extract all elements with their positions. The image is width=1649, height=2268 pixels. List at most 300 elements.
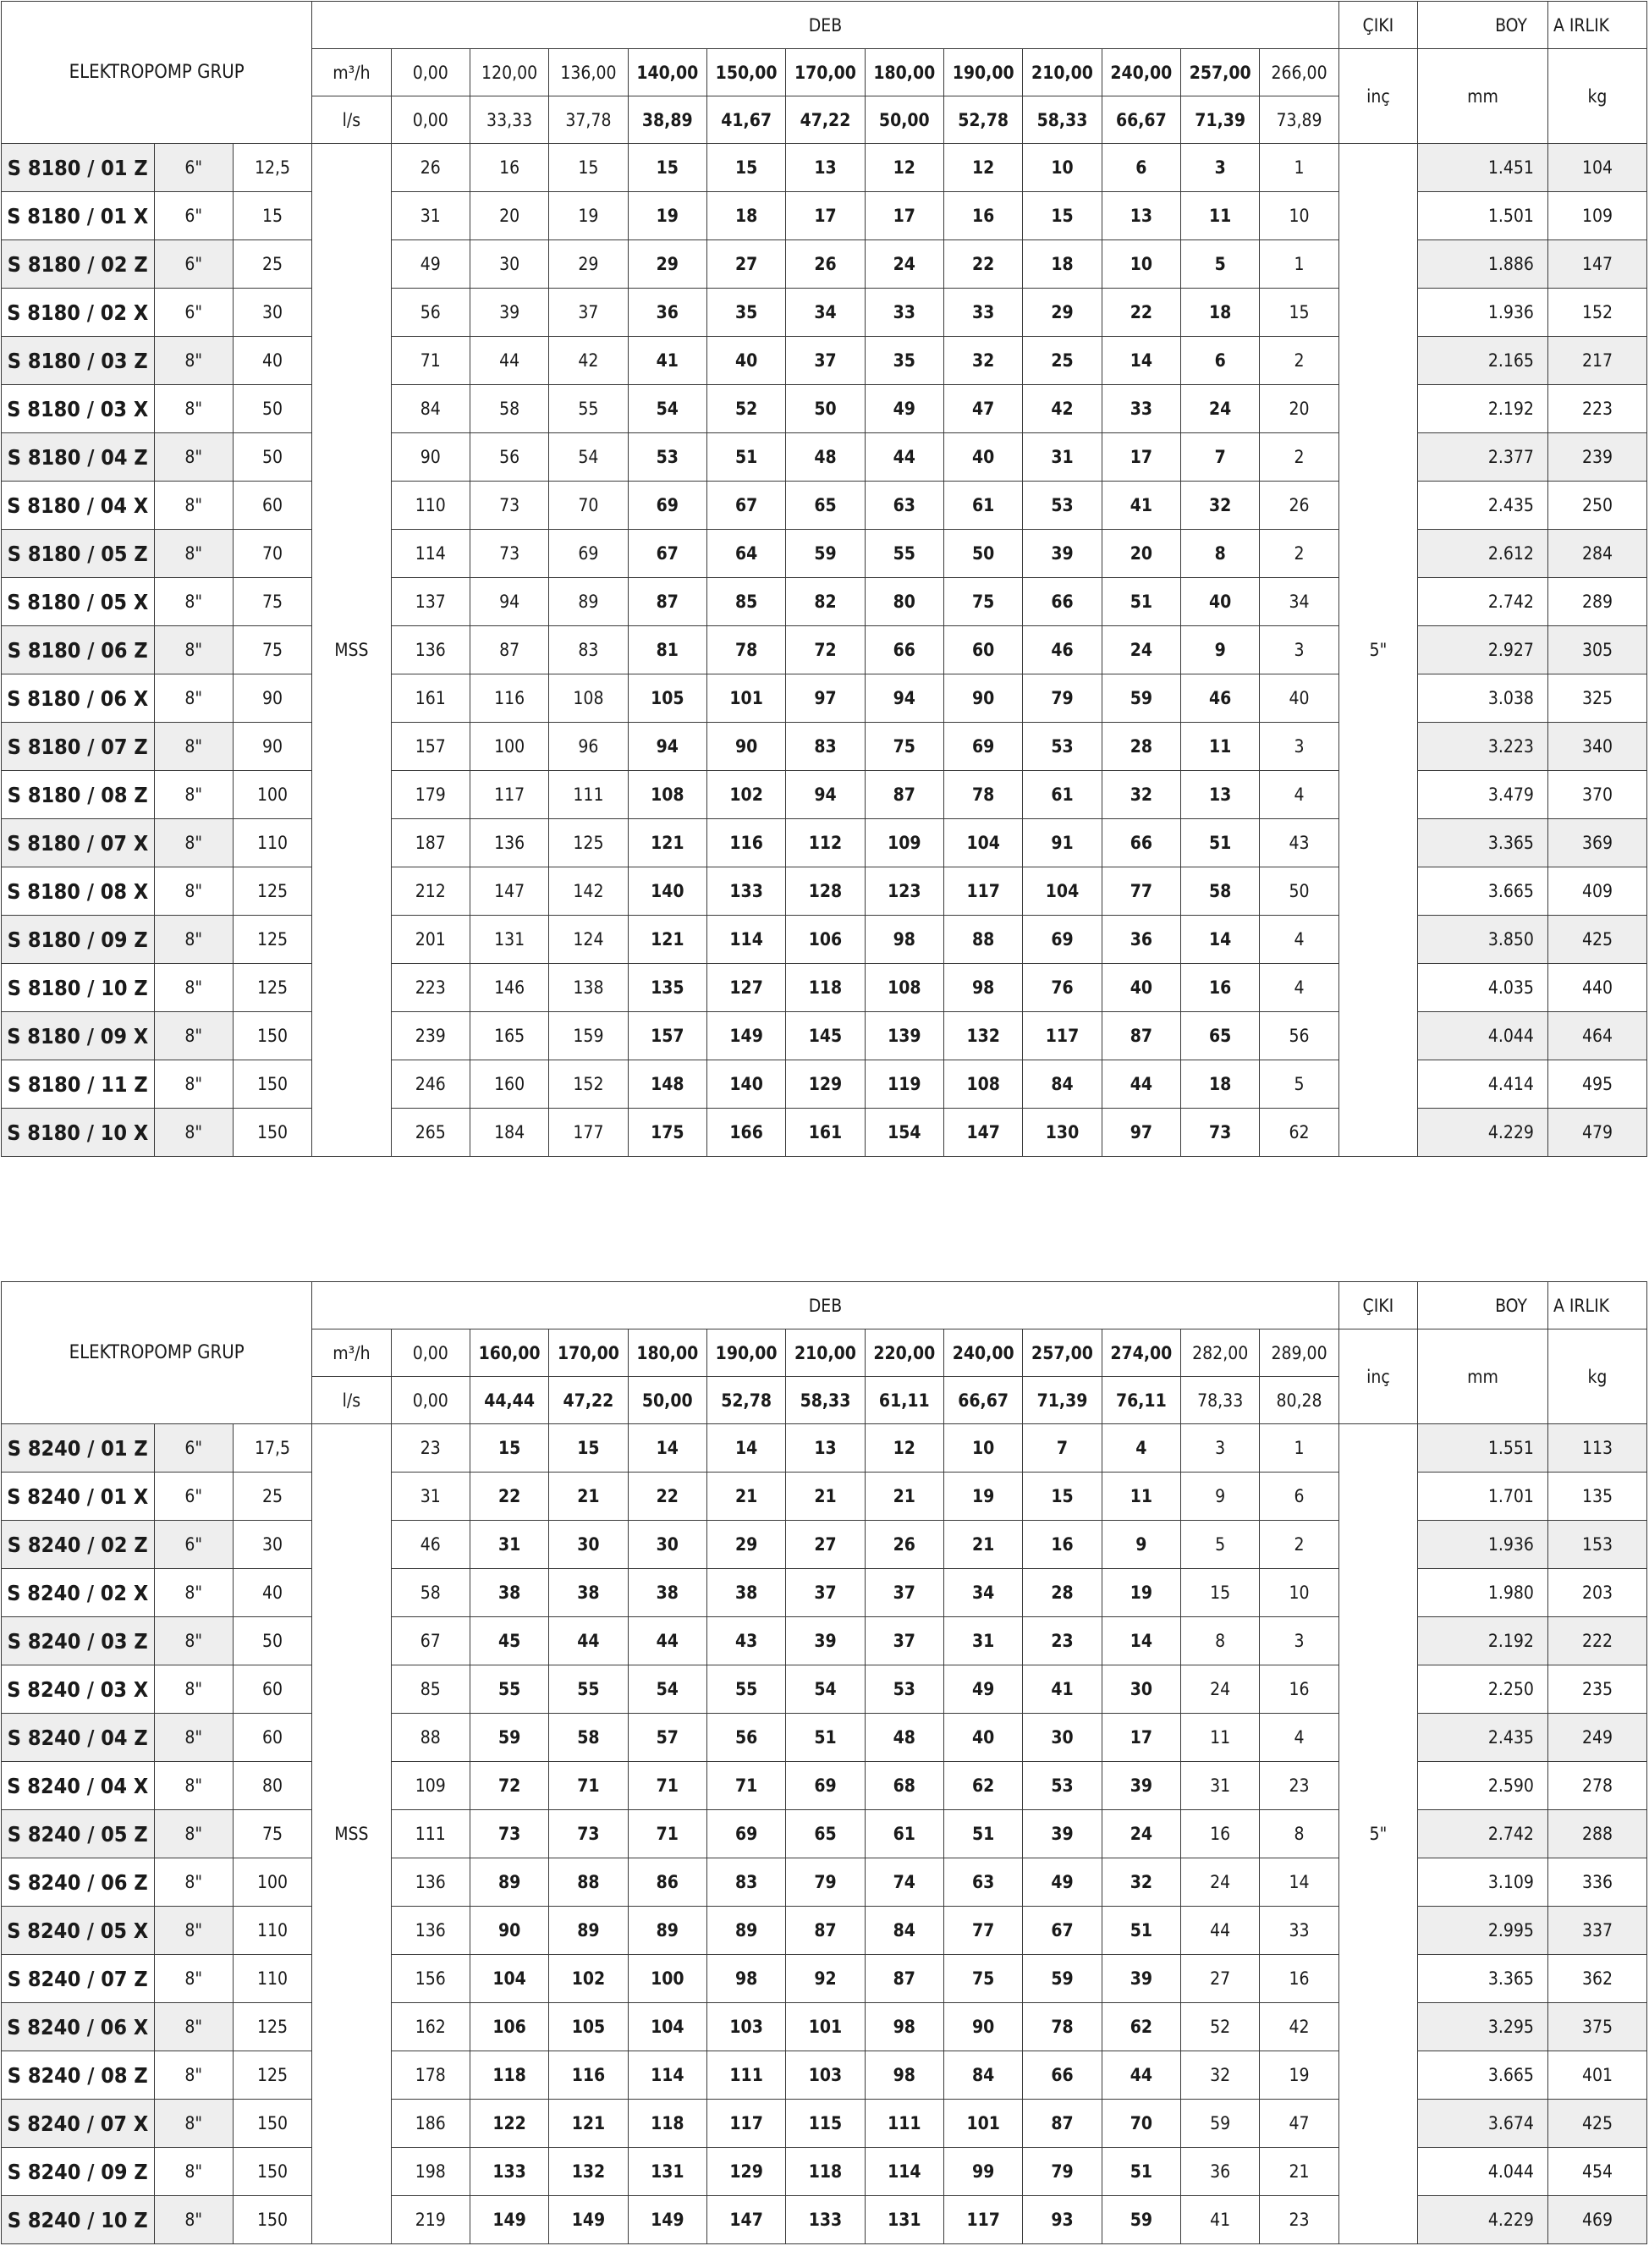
head-value: 71 [628, 1810, 706, 1858]
head-value: 44 [1181, 1907, 1260, 1955]
head-value: 38 [628, 1569, 706, 1617]
pump-length: 2.742 [1418, 1810, 1548, 1858]
head-value: 12 [865, 144, 943, 192]
motor-size: 8" [154, 2100, 233, 2148]
head-value: 63 [943, 1858, 1022, 1907]
motor-power: 125 [233, 867, 311, 916]
head-value: 152 [549, 1060, 628, 1109]
head-value: 148 [628, 1060, 706, 1109]
head-value: 16 [1181, 1810, 1260, 1858]
flow-m3h-value: 257,00 [1181, 49, 1260, 96]
head-value: 160 [470, 1060, 548, 1109]
head-value: 94 [786, 771, 865, 819]
head-value: 24 [1181, 385, 1260, 433]
head-value: 219 [391, 2196, 470, 2244]
head-value: 51 [1181, 819, 1260, 867]
head-value: 65 [1181, 1012, 1260, 1060]
flow-m3h-value: 210,00 [1023, 49, 1102, 96]
head-value: 71 [706, 1762, 785, 1810]
head-value: 73 [549, 1810, 628, 1858]
ls-unit-label: l/s [312, 1377, 391, 1424]
head-value: 55 [549, 1665, 628, 1714]
head-value: 98 [865, 916, 943, 964]
head-value: 89 [549, 578, 628, 626]
pump-length: 3.038 [1418, 674, 1548, 723]
head-value: 154 [865, 1109, 943, 1157]
head-value: 53 [865, 1665, 943, 1714]
head-value: 22 [943, 240, 1022, 289]
header-row-flow [2, 1282, 1647, 1329]
head-value: 87 [865, 771, 943, 819]
head-value: 31 [1023, 433, 1102, 482]
motor-power: 90 [233, 723, 311, 771]
head-value: 59 [1181, 2100, 1260, 2148]
head-value: 30 [628, 1521, 706, 1569]
head-value: 38 [549, 1569, 628, 1617]
m3h-unit-label: m³/h [312, 1329, 391, 1377]
head-value: 118 [470, 2051, 548, 2100]
head-value: 147 [943, 1109, 1022, 1157]
head-value: 41 [1023, 1665, 1102, 1714]
head-value: 54 [549, 433, 628, 482]
head-value: 19 [628, 192, 706, 240]
head-value: 14 [628, 1424, 706, 1473]
pump-model: S 8180 / 08 X [2, 867, 155, 916]
head-value: 91 [1023, 819, 1102, 867]
head-value: 83 [549, 626, 628, 674]
head-value: 13 [1102, 192, 1180, 240]
pump-weight: 495 [1547, 1060, 1646, 1109]
head-value: 18 [1023, 240, 1102, 289]
motor-power: 150 [233, 2148, 311, 2196]
flow-m3h-value: 170,00 [786, 49, 865, 96]
head-value: 13 [1181, 771, 1260, 819]
head-value: 106 [786, 916, 865, 964]
head-value: 69 [706, 1810, 785, 1858]
motor-size: 8" [154, 1569, 233, 1617]
head-value: 3 [1260, 626, 1338, 674]
motor-size: 8" [154, 1714, 233, 1762]
deb-header: DEB [312, 1282, 1339, 1329]
head-value: 27 [1181, 1955, 1260, 2003]
head-value: 39 [1102, 1762, 1180, 1810]
head-value: 59 [1102, 2196, 1180, 2244]
head-value: 147 [470, 867, 548, 916]
head-value: 142 [549, 867, 628, 916]
motor-power: 80 [233, 1762, 311, 1810]
head-value: 24 [1181, 1665, 1260, 1714]
pump-length: 3.365 [1418, 1955, 1548, 2003]
motor-power: 110 [233, 1907, 311, 1955]
head-value: 35 [706, 289, 785, 337]
head-value: 87 [628, 578, 706, 626]
head-value: 12 [865, 1424, 943, 1473]
head-value: 128 [786, 867, 865, 916]
weight-unit-label: kg [1547, 49, 1646, 144]
head-value: 33 [1260, 1907, 1338, 1955]
head-value: 84 [1023, 1060, 1102, 1109]
head-value: 62 [1260, 1109, 1338, 1157]
head-value: 26 [786, 240, 865, 289]
flow-m3h-value: 0,00 [391, 1329, 470, 1377]
head-value: 78 [1023, 2003, 1102, 2051]
pump-length: 4.044 [1418, 1012, 1548, 1060]
head-value: 103 [786, 2051, 865, 2100]
pump-length: 1.701 [1418, 1473, 1548, 1521]
pump-weight: 325 [1547, 674, 1646, 723]
head-value: 147 [706, 2196, 785, 2244]
pump-model: S 8180 / 06 X [2, 674, 155, 723]
flow-m3h-value: 257,00 [1023, 1329, 1102, 1377]
motor-size: 8" [154, 2051, 233, 2100]
flow-ls-value: 37,78 [549, 96, 628, 144]
pump-length: 4.035 [1418, 964, 1548, 1012]
head-value: 36 [1181, 2148, 1260, 2196]
head-value: 56 [706, 1714, 785, 1762]
flow-m3h-value: 282,00 [1181, 1329, 1260, 1377]
head-value: 129 [706, 2148, 785, 2196]
head-value: 118 [786, 964, 865, 1012]
motor-size: 6" [154, 1473, 233, 1521]
head-value: 179 [391, 771, 470, 819]
head-value: 136 [391, 1858, 470, 1907]
pump-model: S 8240 / 05 X [2, 1907, 155, 1955]
pump-weight: 147 [1547, 240, 1646, 289]
head-value: 51 [1102, 1907, 1180, 1955]
head-value: 77 [1102, 867, 1180, 916]
head-value: 34 [786, 289, 865, 337]
head-value: 54 [786, 1665, 865, 1714]
head-value: 40 [1102, 964, 1180, 1012]
head-value: 114 [706, 916, 785, 964]
motor-size: 8" [154, 337, 233, 385]
head-value: 116 [470, 674, 548, 723]
pump-weight: 284 [1547, 530, 1646, 578]
head-value: 5 [1181, 1521, 1260, 1569]
head-value: 69 [628, 482, 706, 530]
pump-length: 3.665 [1418, 2051, 1548, 2100]
head-value: 65 [786, 1810, 865, 1858]
pump-weight: 239 [1547, 433, 1646, 482]
head-value: 24 [1102, 626, 1180, 674]
motor-power: 60 [233, 482, 311, 530]
head-value: 178 [391, 2051, 470, 2100]
head-value: 92 [786, 1955, 865, 2003]
pump-model: S 8180 / 07 Z [2, 723, 155, 771]
pump-weight: 249 [1547, 1714, 1646, 1762]
head-value: 15 [1023, 192, 1102, 240]
pump-weight: 369 [1547, 819, 1646, 867]
pump-weight: 223 [1547, 385, 1646, 433]
head-value: 140 [628, 867, 706, 916]
flow-m3h-value: 289,00 [1260, 1329, 1338, 1377]
pump-length: 2.435 [1418, 1714, 1548, 1762]
motor-size: 8" [154, 385, 233, 433]
head-value: 65 [786, 482, 865, 530]
pump-length: 3.850 [1418, 916, 1548, 964]
head-value: 98 [943, 964, 1022, 1012]
head-value: 6 [1102, 144, 1180, 192]
head-value: 162 [391, 2003, 470, 2051]
head-value: 35 [865, 337, 943, 385]
flow-ls-value: 33,33 [470, 96, 548, 144]
head-value: 70 [549, 482, 628, 530]
head-value: 9 [1181, 1473, 1260, 1521]
head-value: 159 [549, 1012, 628, 1060]
head-value: 14 [1102, 337, 1180, 385]
head-value: 84 [391, 385, 470, 433]
head-value: 90 [391, 433, 470, 482]
head-value: 17 [865, 192, 943, 240]
flow-m3h-value: 160,00 [470, 1329, 548, 1377]
head-value: 138 [549, 964, 628, 1012]
head-value: 1 [1260, 1424, 1338, 1473]
head-value: 71 [549, 1762, 628, 1810]
head-value: 71 [391, 337, 470, 385]
pump-length: 4.229 [1418, 2196, 1548, 2244]
pump-model: S 8180 / 01 X [2, 192, 155, 240]
head-value: 22 [628, 1473, 706, 1521]
head-value: 46 [1023, 626, 1102, 674]
pump-length: 1.936 [1418, 289, 1548, 337]
head-value: 16 [1023, 1521, 1102, 1569]
length-header: BOY [1418, 1282, 1548, 1329]
head-value: 187 [391, 819, 470, 867]
head-value: 32 [943, 337, 1022, 385]
head-value: 10 [1260, 1569, 1338, 1617]
pump-length: 3.674 [1418, 2100, 1548, 2148]
head-value: 16 [1260, 1955, 1338, 2003]
head-value: 43 [1260, 819, 1338, 867]
head-value: 55 [549, 385, 628, 433]
pump-model: S 8180 / 02 Z [2, 240, 155, 289]
head-value: 90 [943, 674, 1022, 723]
head-value: 145 [786, 1012, 865, 1060]
pump-model: S 8180 / 06 Z [2, 626, 155, 674]
motor-size: 8" [154, 433, 233, 482]
head-value: 37 [865, 1569, 943, 1617]
head-value: 121 [628, 916, 706, 964]
pump-model: S 8240 / 09 Z [2, 2148, 155, 2196]
head-value: 21 [1260, 2148, 1338, 2196]
head-value: 46 [1181, 674, 1260, 723]
head-value: 9 [1102, 1521, 1180, 1569]
pump-weight: 152 [1547, 289, 1646, 337]
flow-ls-value: 73,89 [1260, 96, 1338, 144]
head-value: 55 [470, 1665, 548, 1714]
pump-model: S 8240 / 10 Z [2, 2196, 155, 2244]
motor-size: 6" [154, 192, 233, 240]
ls-unit-label: l/s [312, 96, 391, 144]
head-value: 19 [1102, 1569, 1180, 1617]
pump-model: S 8180 / 05 X [2, 578, 155, 626]
head-value: 102 [549, 1955, 628, 2003]
motor-power: 50 [233, 385, 311, 433]
head-value: 37 [786, 1569, 865, 1617]
head-value: 42 [1260, 2003, 1338, 2051]
pump-model: S 8180 / 09 Z [2, 916, 155, 964]
head-value: 11 [1102, 1473, 1180, 1521]
pump-weight: 336 [1547, 1858, 1646, 1907]
head-value: 34 [1260, 578, 1338, 626]
head-value: 67 [706, 482, 785, 530]
head-value: 79 [1023, 674, 1102, 723]
head-value: 40 [706, 337, 785, 385]
pump-model: S 8180 / 10 Z [2, 964, 155, 1012]
head-value: 84 [865, 1907, 943, 1955]
flow-ls-value: 66,67 [943, 1377, 1022, 1424]
head-value: 58 [549, 1714, 628, 1762]
head-value: 114 [865, 2148, 943, 2196]
head-value: 201 [391, 916, 470, 964]
head-value: 111 [391, 1810, 470, 1858]
head-value: 87 [786, 1907, 865, 1955]
head-value: 89 [628, 1907, 706, 1955]
head-value: 111 [549, 771, 628, 819]
head-value: 136 [391, 626, 470, 674]
head-value: 102 [706, 771, 785, 819]
head-value: 115 [786, 2100, 865, 2148]
head-value: 133 [706, 867, 785, 916]
motor-size: 8" [154, 819, 233, 867]
head-value: 186 [391, 2100, 470, 2148]
flow-ls-value: 76,11 [1102, 1377, 1180, 1424]
pump-model: S 8240 / 05 Z [2, 1810, 155, 1858]
pump-weight: 409 [1547, 867, 1646, 916]
motor-size: 8" [154, 1762, 233, 1810]
head-value: 132 [549, 2148, 628, 2196]
pump-model: S 8240 / 04 X [2, 1762, 155, 1810]
flow-m3h-value: 190,00 [943, 49, 1022, 96]
flow-ls-value: 0,00 [391, 1377, 470, 1424]
head-value: 98 [706, 1955, 785, 2003]
head-value: 27 [786, 1521, 865, 1569]
motor-power: 75 [233, 626, 311, 674]
pump-weight: 469 [1547, 2196, 1646, 2244]
head-value: 39 [1023, 1810, 1102, 1858]
pump-model: S 8240 / 07 X [2, 2100, 155, 2148]
head-value: 101 [943, 2100, 1022, 2148]
pump-length: 2.435 [1418, 482, 1548, 530]
head-value: 87 [470, 626, 548, 674]
pump-weight: 370 [1547, 771, 1646, 819]
head-value: 21 [865, 1473, 943, 1521]
head-value: 64 [706, 530, 785, 578]
head-value: 31 [943, 1617, 1022, 1665]
pump-weight: 222 [1547, 1617, 1646, 1665]
head-value: 131 [628, 2148, 706, 2196]
head-value: 29 [549, 240, 628, 289]
head-value: 74 [865, 1858, 943, 1907]
head-value: 67 [391, 1617, 470, 1665]
motor-size: 8" [154, 578, 233, 626]
head-value: 54 [628, 1665, 706, 1714]
head-value: 124 [549, 916, 628, 964]
head-value: 44 [1102, 2051, 1180, 2100]
head-value: 117 [943, 867, 1022, 916]
head-value: 59 [470, 1714, 548, 1762]
motor-power: 125 [233, 916, 311, 964]
motor-size: 8" [154, 626, 233, 674]
motor-size: 8" [154, 1617, 233, 1665]
head-value: 90 [706, 723, 785, 771]
head-value: 41 [628, 337, 706, 385]
head-value: 83 [786, 723, 865, 771]
head-value: 10 [943, 1424, 1022, 1473]
head-value: 69 [786, 1762, 865, 1810]
motor-power: 12,5 [233, 144, 311, 192]
flow-m3h-value: 136,00 [549, 49, 628, 96]
head-value: 10 [1260, 192, 1338, 240]
head-value: 42 [549, 337, 628, 385]
head-value: 50 [943, 530, 1022, 578]
head-value: 112 [786, 819, 865, 867]
pump-model: S 8180 / 04 Z [2, 433, 155, 482]
head-value: 117 [470, 771, 548, 819]
motor-size: 8" [154, 530, 233, 578]
head-value: 106 [470, 2003, 548, 2051]
pump-length: 2.612 [1418, 530, 1548, 578]
head-value: 1 [1260, 240, 1338, 289]
pump-weight: 104 [1547, 144, 1646, 192]
head-value: 94 [628, 723, 706, 771]
head-value: 22 [1102, 289, 1180, 337]
head-value: 7 [1181, 433, 1260, 482]
head-value: 111 [865, 2100, 943, 2148]
head-value: 104 [470, 1955, 548, 2003]
head-value: 131 [470, 916, 548, 964]
pump-weight: 464 [1547, 1012, 1646, 1060]
pump-weight: 375 [1547, 2003, 1646, 2051]
head-value: 136 [470, 819, 548, 867]
motor-size: 8" [154, 1012, 233, 1060]
performance-table-s8240 [1, 1281, 1647, 2244]
head-value: 89 [549, 1907, 628, 1955]
head-value: 97 [1102, 1109, 1180, 1157]
head-value: 86 [628, 1858, 706, 1907]
pump-model: S 8180 / 09 X [2, 1012, 155, 1060]
head-value: 99 [943, 2148, 1022, 2196]
head-value: 96 [549, 723, 628, 771]
pump-model: S 8240 / 02 X [2, 1569, 155, 1617]
pump-model: S 8180 / 03 Z [2, 337, 155, 385]
head-value: 75 [865, 723, 943, 771]
head-value: 57 [628, 1714, 706, 1762]
pump-weight: 289 [1547, 578, 1646, 626]
head-value: 90 [943, 2003, 1022, 2051]
head-value: 139 [865, 1012, 943, 1060]
head-value: 111 [706, 2051, 785, 2100]
head-value: 4 [1260, 964, 1338, 1012]
head-value: 61 [1023, 771, 1102, 819]
head-value: 32 [1102, 1858, 1180, 1907]
motor-size: 8" [154, 2148, 233, 2196]
head-value: 16 [943, 192, 1022, 240]
head-value: 94 [865, 674, 943, 723]
motor-size: 6" [154, 240, 233, 289]
pump-model: S 8240 / 02 Z [2, 1521, 155, 1569]
head-value: 61 [865, 1810, 943, 1858]
motor-size: 8" [154, 1810, 233, 1858]
pump-weight: 401 [1547, 2051, 1646, 2100]
motor-power: 75 [233, 1810, 311, 1858]
motor-power: 25 [233, 1473, 311, 1521]
head-value: 133 [470, 2148, 548, 2196]
length-unit-label: mm [1418, 49, 1548, 144]
pump-model: S 8180 / 08 Z [2, 771, 155, 819]
pump-weight: 340 [1547, 723, 1646, 771]
head-value: 31 [391, 1473, 470, 1521]
